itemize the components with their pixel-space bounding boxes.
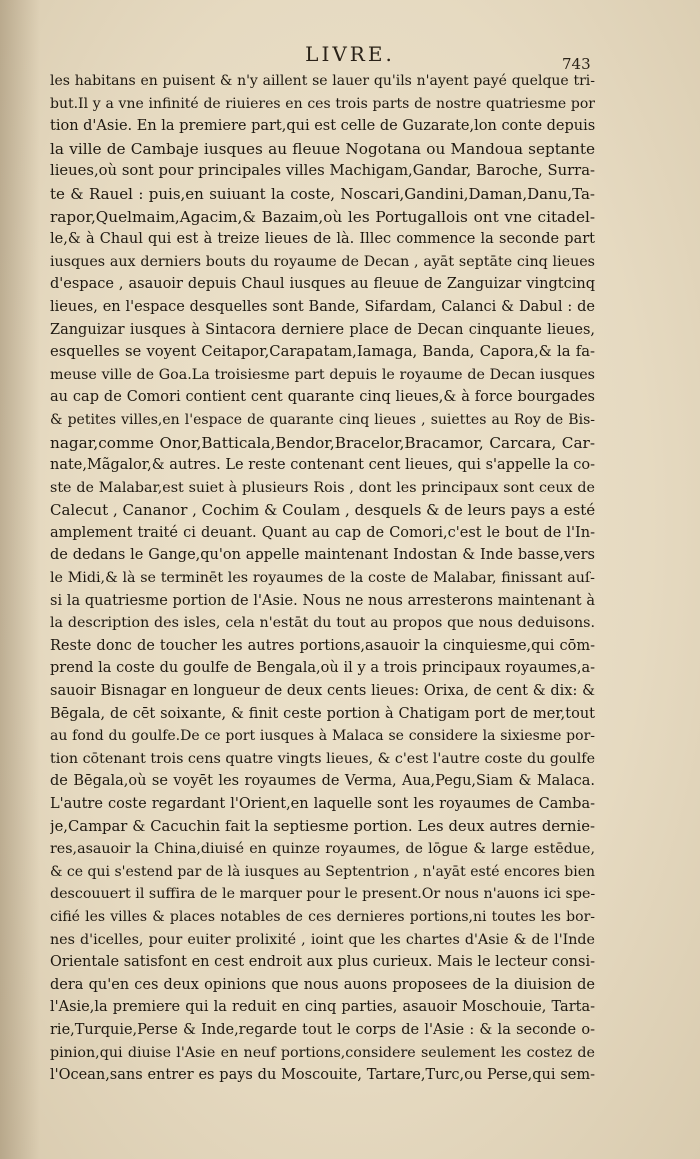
text-line: les habitans en puisent & n'y aillent se lauer qu'ils n'ayent payé quelque tri- [50, 73, 595, 89]
text-line: d'espace , asauoir depuis Chaul iusques au fleuue de Zanguizar vingtcinq [50, 276, 595, 293]
text-line: meuse ville de Goa.La troisiesme part depuis le royaume de Decan iusques [50, 366, 595, 383]
text-line: te & Rauel : puis,en suiuant la coste, Noscari,Gandini,Daman,Danu,Ta- [50, 184, 595, 203]
text-line: je,Campar & Cacuchin fait la septiesme portion. Les deux autres dernie- [50, 817, 595, 835]
text-line: nagar,comme Onor,Batticala,Bendor,Bracelor,Bracamor, Carcara, Car- [50, 433, 595, 452]
text-line: Reste donc de toucher les autres portions,asauoir la cinquiesme,qui cōm- [50, 637, 595, 654]
text-line: tion cōtenant trois cens quatre vingts lieues, & c'est l'autre coste du goulfe [50, 750, 595, 767]
page-number: 743 [562, 55, 591, 73]
text-line: Orientale satisfont en cest endroit aux plus curieux. Mais le lecteur consi- [50, 954, 595, 971]
text-line: rie,Turquie,Perse & Inde,regarde tout le corps de l'Asie : & la seconde o- [50, 1021, 595, 1038]
text-line: au cap de Comori contient cent quarante cinq lieues,& à force bourgades [50, 389, 595, 406]
text-line: & ce qui s'estend par de là iusques au Septentrion , n'ayāt esté encores bien [50, 863, 595, 880]
text-line: res,asauoir la China,diuisé en quinze royaumes, de lōgue & large estēdue, [50, 841, 595, 858]
text-line: dera qu'en ces deux opinions que nous auons proposees de la diuision de [50, 976, 595, 993]
text-line: si la quatriesme portion de l'Asie. Nous ne nous arresterons maintenant à [50, 592, 595, 609]
text-line: au fond du goulfe.De ce port iusques à Malaca se considere la sixiesme por- [50, 728, 595, 745]
text-line: la description des isles, cela n'estāt du tout au propos que nous deduisons. [50, 615, 595, 632]
text-line: nate,Mãgalor,& autres. Le reste contenant cent lieues, qui s'appelle la co- [50, 457, 595, 474]
running-title: LIVRE. [305, 42, 395, 66]
text-line: esquelles se voyent Ceitapor,Carapatam,Iamaga, Banda, Capora,& la fa- [50, 343, 595, 361]
text-line: rapor,Quelmaim,Agacim,& Bazaim,où les Portugallois ont vne citadel- [50, 207, 595, 226]
text-line: l'Ocean,sans entrer es pays du Moscouite, Tartare,Turc,ou Perse,qui sem- [50, 1067, 595, 1084]
text-line: lieues, en l'espace desquelles sont Bande, Sifardam, Calanci & Dabul : de [50, 298, 595, 315]
text-line: Zanguizar iusques à Sintacora derniere place de Decan cinquante lieues, [50, 321, 595, 338]
text-line: pinion,qui diuise l'Asie en neuf portions,considere seulement les costez de [50, 1044, 595, 1061]
text-line: le Midi,& là se terminēt les royaumes de la coste de Malabar, finissant auſ- [50, 570, 595, 587]
text-line: amplement traité ci deuant. Quant au cap de Comori,c'est le bout de l'In- [50, 524, 595, 541]
text-line: l'Asie,la premiere qui la reduit en cinq parties, asauoir Moschouie, Tarta- [50, 999, 595, 1016]
text-line: tion d'Asie. En la premiere part,qui est celle de Guzarate,lon conte depuis [50, 118, 595, 135]
text-line: iusques aux derniers bouts du royaume de Decan , ayāt septāte cinq lieues [50, 253, 595, 270]
text-line: ste de Malabar,est suiet à plusieurs Rois , dont les principaux sont ceux de [50, 479, 595, 496]
text-line: & petites villes,en l'espace de quarante cinq lieues , suiettes au Roy de Bis- [50, 411, 595, 428]
text-line: lieues,où sont pour principales villes Machigam,Gandar, Baroche, Surra- [50, 162, 595, 180]
text-line: prend la coste du goulfe de Bengala,où il y a trois principaux royaumes,a- [50, 660, 595, 677]
text-line: le,& à Chaul qui est à treize lieues de là. Illec commence la seconde part [50, 231, 595, 248]
text-line: sauoir Bisnagar en longueur de deux cents lieues: Orixa, de cent & dix: & [50, 683, 595, 700]
text-line: but.Il y a vne infinité de riuieres en ces trois parts de nostre quatriesme por [50, 95, 595, 112]
text-line: la ville de Cambaje iusques au fleuue Nogotana ou Mandoua septante [50, 139, 595, 158]
text-line: cifié les villes & places notables de ces dernieres portions,ni toutes les bor- [50, 908, 595, 925]
text-line: L'autre coste regardant l'Orient,en laquelle sont les royaumes de Camba- [50, 796, 595, 812]
text-line: de Bēgala,où se voyēt les royaumes de Verma, Aua,Pegu,Siam & Malaca. [50, 773, 595, 790]
text-line: Calecut , Cananor , Cochim & Coulam , desquels & de leurs pays a esté [50, 501, 595, 520]
text-line: de dedans le Gange,qu'on appelle maintenant Indostan & Inde basse,vers [50, 547, 595, 564]
text-line: Bēgala, de cēt soixante, & finit ceste portion à Chatigam port de mer,tout [50, 705, 595, 722]
text-line: nes d'icelles, pour euiter prolixité , ioint que les chartes d'Asie & de l'Inde [50, 931, 595, 948]
gutter-shadow [0, 0, 40, 1159]
body-text [50, 70, 595, 1087]
text-line: descouuert il suffira de le marquer pour le present.Or nous n'auons ici spe- [50, 886, 595, 903]
